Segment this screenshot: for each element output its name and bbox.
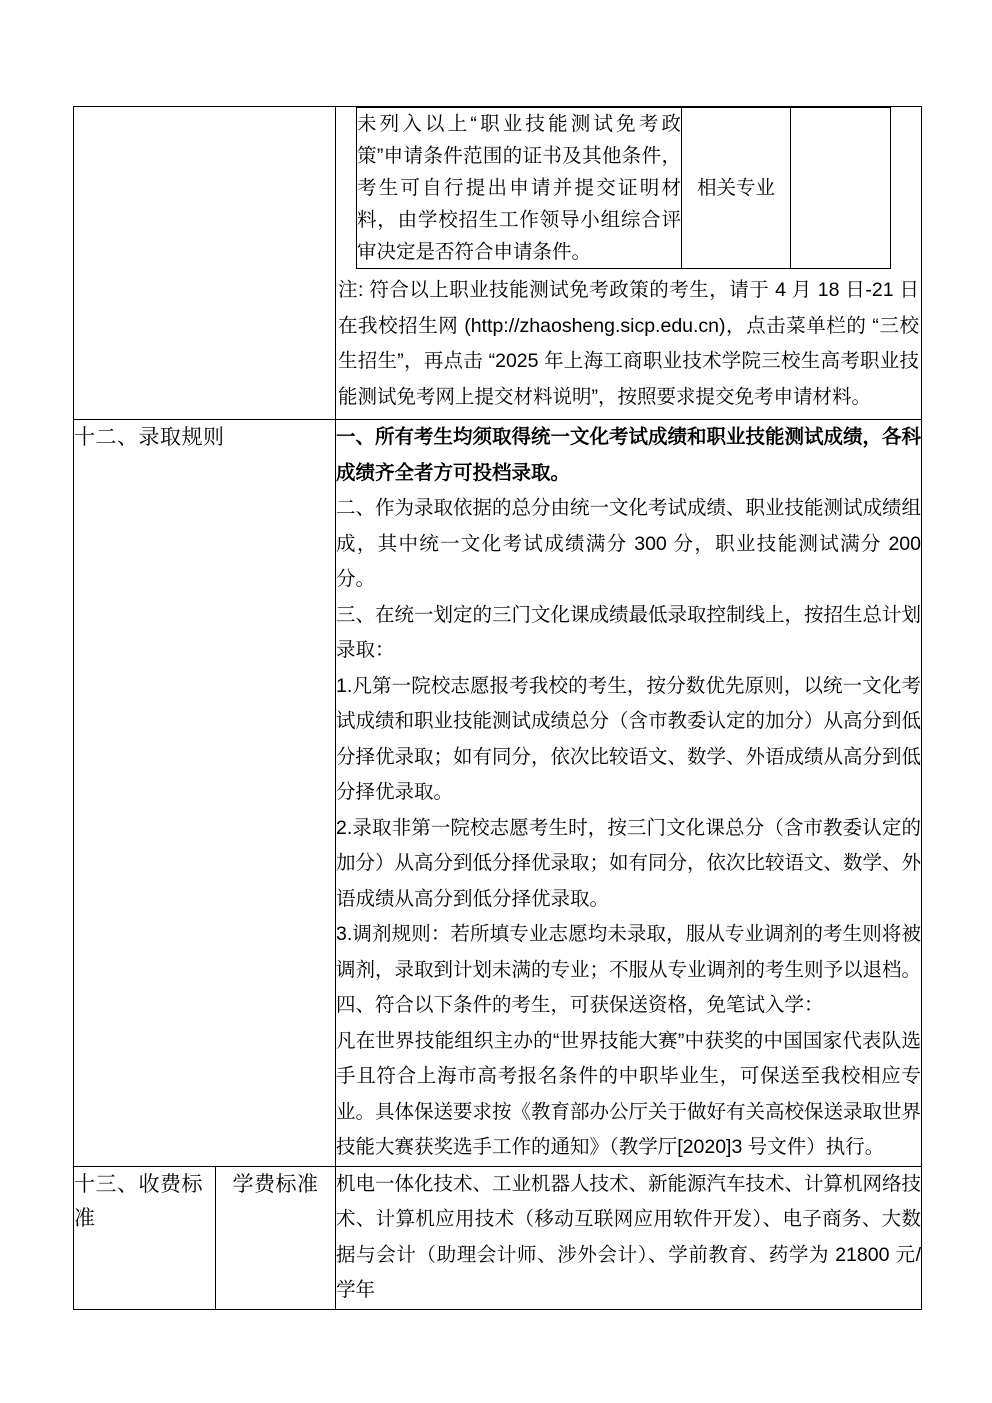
exemption-condition-text: 未列入以上“职业技能测试免考政策”申请条件范围的证书及其他条件，考生可自行提出申请并提交证明材料，由学校招生工作领导小组综合评审决定是否符合申请条件。 (357, 108, 682, 269)
row-label-fee-standard: 十三、收费标准 (74, 1166, 216, 1309)
exemption-note (336, 271, 921, 419)
admission-rules-content (336, 420, 922, 1167)
exemption-empty-cell (791, 108, 891, 269)
note-bold-1: 三校生招生 (338, 314, 919, 372)
table-row-fee-standard (74, 1166, 922, 1309)
note-part-3: ”，按照要求提交免考申请材料。 (591, 385, 872, 408)
rule-paragraph-4-detail: 凡在世界技能组织主办的“世界技能大赛”中获奖的中国国家代表队选手且符合上海市高考报名条件的中职毕业生，可保送至我校相应专业。具体保送要求按《教育部办公厅关于做好有关高校保送录取世界技能大赛获奖选手工作的通知》（教学厅[2020]3 号文件）执行。 (336, 1029, 922, 1158)
row-label-admission-rules: 十二、录取规则 (74, 420, 336, 1167)
rule-paragraph-3-1: 1.凡第一院校志愿报考我校的考生，按分数优先原则，以统一文化考试成绩和职业技能测试成绩总分（含市教委认定的加分）从高分到低分择优录取；如有同分，依次比较语文、数学、外语成绩从高分到低分择优录取。 (336, 674, 922, 803)
rule-paragraph-2: 二、作为录取依据的总分由统一文化考试成绩、职业技能测试成绩组成，其中统一文化考试成绩满分 300 分，职业技能测试满分 200 分。 (336, 497, 922, 590)
note-part-1: 注: 符合以上职业技能测试免考政策的考生，请于 4 月 18 日-21 日在我校招生网 (http://zhaosheng.sicp.edu.cn)，点击菜单栏的 “ (338, 279, 919, 337)
admissions-info-table (73, 106, 922, 1310)
exemption-detail-table (356, 107, 891, 269)
table-row-exemption (74, 107, 922, 420)
exemption-label-cell (74, 107, 336, 420)
rule-paragraph-3: 三、在统一划定的三门文化课成绩最低录取控制线上，按招生总计划录取： (336, 603, 922, 661)
exemption-detail-row (357, 108, 891, 269)
note-part-2: ”，再点击 “ (397, 350, 496, 372)
table-row-admission-rules (74, 420, 922, 1167)
row-sublabel-tuition-standard: 学费标准 (216, 1166, 336, 1309)
rule-paragraph-3-3: 3.调剂规则：若所填专业志愿均未录取，服从专业调剂的考生则将被调剂，录取到计划未满的专业；不服从专业调剂的考生则予以退档。 (336, 923, 922, 981)
rule-paragraph-1: 一、所有考生均须取得统一文化考试成绩和职业技能测试成绩，各科成绩齐全者方可投档录取。 (336, 426, 922, 484)
fee-standard-content: 机电一体化技术、工业机器人技术、新能源汽车技术、计算机网络技术、计算机应用技术（移动互联网应用软件开发）、电子商务、大数据与会计（助理会计师、涉外会计）、学前教育、药学为 21800 元/学年 (336, 1166, 922, 1309)
rule-paragraph-4: 四、符合以下条件的考生，可获保送资格，免笔试入学： (336, 994, 824, 1016)
exemption-content-cell (336, 107, 922, 420)
exemption-major-text: 相关专业 (682, 108, 791, 269)
note-bold-2: 2025 年上海工商职业技术学院三校生高考职业技能测试免考网上提交材料说明 (338, 350, 919, 408)
rule-paragraph-3-2: 2.录取非第一院校志愿考生时，按三门文化课总分（含市教委认定的加分）从高分到低分择优录取；如有同分，依次比较语文、数学、外语成绩从高分到低分择优录取。 (336, 816, 922, 910)
